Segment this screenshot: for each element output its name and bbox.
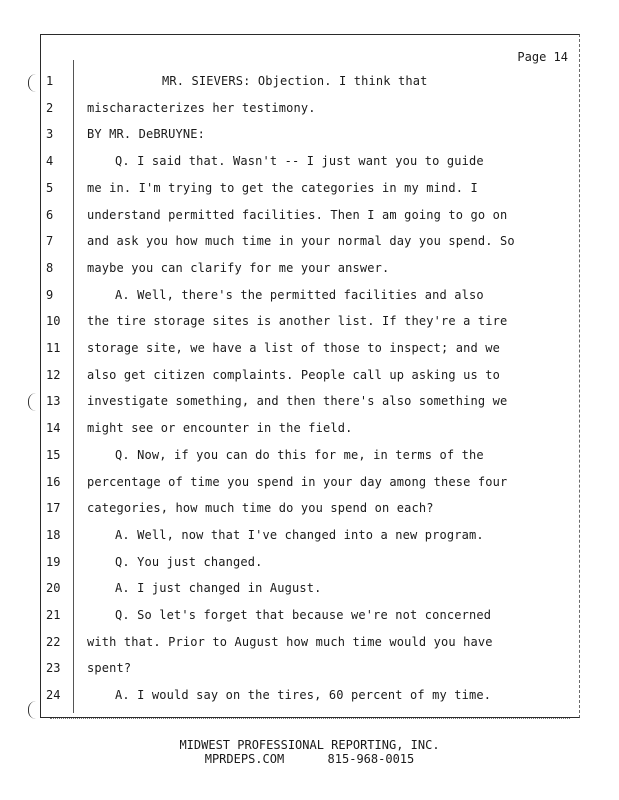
transcript-line-text: spent? [87,661,132,675]
line-number: 23 [46,661,61,675]
line-number: 4 [46,154,54,168]
margin-bracket-mark [28,74,37,92]
transcript-line-text: might see or encounter in the field. [87,421,353,435]
transcript-line-text: mischaracterizes her testimony. [87,101,316,115]
transcript-line-text: BY MR. DeBRUYNE: [87,127,205,141]
line-number: 13 [46,394,61,408]
line-number: 8 [46,261,54,275]
transcript-line-text: Q. So let's forget that because we're not concerned [115,608,492,622]
margin-bracket-mark [28,393,37,411]
line-number: 7 [46,234,54,248]
transcript-line-text: with that. Prior to August how much time would you have [87,635,493,649]
line-number: 5 [46,181,54,195]
line-number: 14 [46,421,61,435]
transcript-line-text: MR. SIEVERS: Objection. I think that [162,74,428,88]
transcript-line-text: understand permitted facilities. Then I am going to go on [87,208,508,222]
transcript-line-text: Q. You just changed. [115,555,263,569]
transcript-line-text: investigate something, and then there's also something we [87,394,508,408]
transcript-line-text: categories, how much time do you spend on each? [87,501,434,515]
line-number: 3 [46,127,54,141]
line-number: 16 [46,475,61,489]
page-number: Page 14 [517,50,568,64]
margin-bracket-mark [28,701,37,719]
transcript-line-text: Q. I said that. Wasn't -- I just want you to guide [115,154,484,168]
line-number: 11 [46,341,61,355]
line-number: 1 [46,74,54,88]
line-number: 2 [46,101,54,115]
line-number: 18 [46,528,61,542]
line-number: 21 [46,608,61,622]
line-number: 10 [46,314,61,328]
transcript-line-text: A. Well, now that I've changed into a new program. [115,528,484,542]
footer-company: MIDWEST PROFESSIONAL REPORTING, INC. [179,738,440,752]
transcript-line-text: Q. Now, if you can do this for me, in terms of the [115,448,484,462]
transcript-line-text: and ask you how much time in your normal day you spend. So [87,234,515,248]
line-number: 19 [46,555,61,569]
footer-divider [50,718,570,719]
line-number: 9 [46,288,54,302]
transcript-line-text: storage site, we have a list of those to inspect; and we [87,341,500,355]
transcript-line-text: A. I just changed in August. [115,581,322,595]
transcript-line-text: the tire storage sites is another list. If they're a tire [87,314,508,328]
transcript-line-text: me in. I'm trying to get the categories in my mind. I [87,181,478,195]
line-number: 22 [46,635,61,649]
line-number: 6 [46,208,54,222]
transcript-line-text: also get citizen complaints. People call up asking us to [87,368,500,382]
transcript-line-text: maybe you can clarify for me your answer. [87,261,390,275]
footer-contact: MPRDEPS.COM 815-968-0015 [204,752,415,766]
line-number: 24 [46,688,61,702]
line-number: 17 [46,501,61,515]
left-margin-rule [73,60,74,713]
line-number: 15 [46,448,61,462]
transcript-line-text: A. I would say on the tires, 60 percent of my time. [115,688,492,702]
transcript-line-text: percentage of time you spend in your day among these four [87,475,508,489]
transcript-line-text: A. Well, there's the permitted facilities and also [115,288,484,302]
line-number: 20 [46,581,61,595]
line-number: 12 [46,368,61,382]
